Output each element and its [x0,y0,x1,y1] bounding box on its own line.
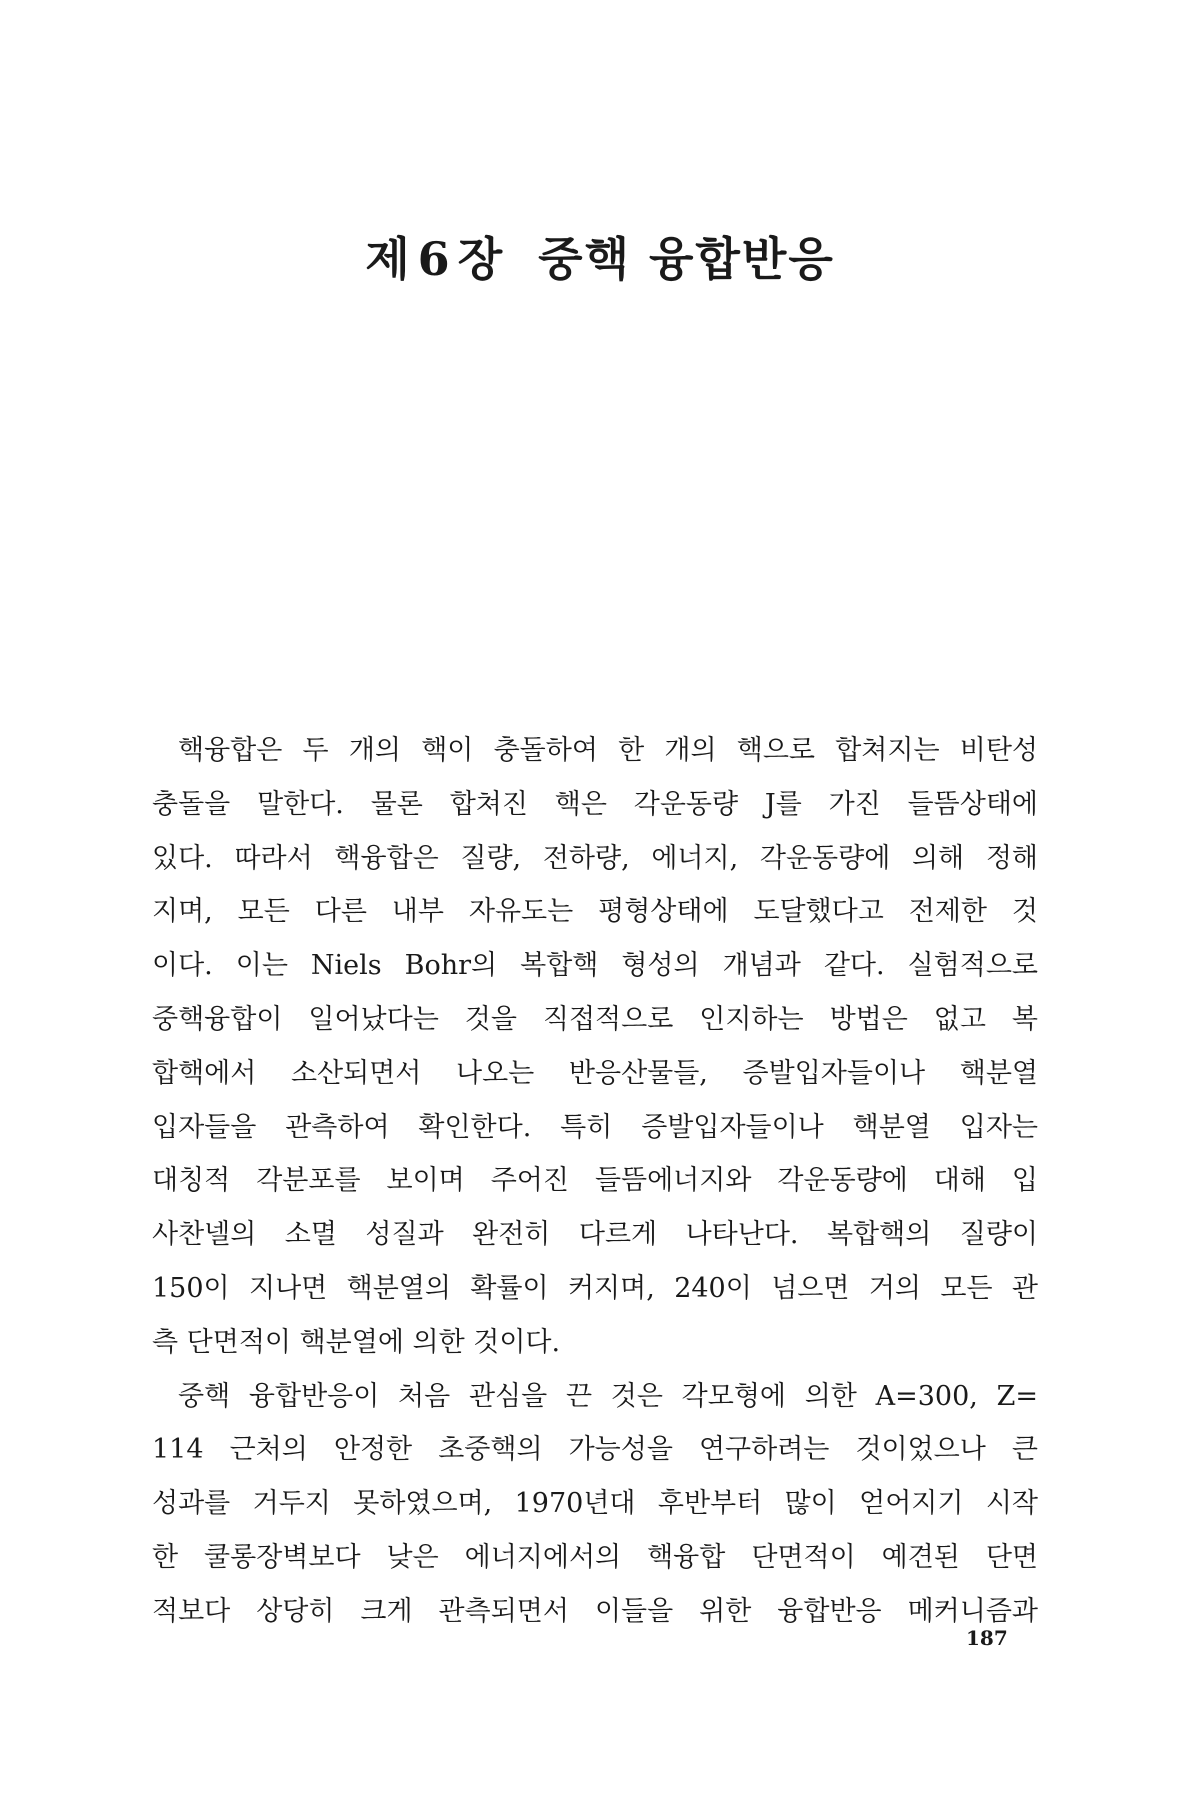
text-line: 충돌을 말한다. 물론 합쳐진 핵은 각운동량 J를 가진 들뜸상태에 [152,788,1038,820]
chapter-title [0,223,1200,289]
text-line: 성과를 거두지 못하였으며, 1970년대 후반부터 많이 얻어지기 시작 [152,1488,1038,1520]
text-line: 한 쿨롱장벽보다 낮은 에너지에서의 핵융합 단면적이 예견된 단면 [152,1541,1038,1573]
text-line: 입자들을 관측하여 확인한다. 특히 증발입자들이나 핵분열 입자는 [152,1111,1038,1143]
text-line: 114 근처의 안정한 초중핵의 가능성을 연구하려는 것이었으나 큰 [152,1434,1038,1466]
text-line: 있다. 따라서 핵융합은 질량, 전하량, 에너지, 각운동량에 의해 정해 [152,842,1038,874]
text-line: 대칭적 각분포를 보이며 주어진 들뜸에너지와 각운동량에 대해 입 [152,1165,1038,1197]
chapter-number: 6 [417,231,452,286]
paragraph-2 [152,1370,1038,1639]
text-line: 중핵 융합반응이 처음 관심을 끈 것은 각모형에 의한 A=300, Z= [178,1380,1038,1412]
text-line: 이다. 이는 Niels Bohr의 복합핵 형성의 개념과 같다. 실험적으로 [152,950,1038,982]
text-line: 150이 지나면 핵분열의 확률이 커지며, 240이 넘으면 거의 모든 관 [152,1272,1038,1304]
text-line: 중핵융합이 일어났다는 것을 직접적으로 인지하는 방법은 없고 복 [152,1003,1038,1035]
text-line: 지며, 모든 다른 내부 자유도는 평형상태에 도달했다고 전제한 것 [152,896,1038,928]
text-line: 측 단면적이 핵분열에 의한 것이다. [152,1326,561,1358]
chapter-heading: 중핵 융합반응 [538,231,835,286]
text-line: 사찬넬의 소멸 성질과 완전히 다르게 나타난다. 복합핵의 질량이 [152,1219,1038,1251]
chapter-prefix: 제 [365,231,412,286]
page-number: 187 [966,1626,1008,1650]
paragraph-1 [152,724,1038,1370]
text-line: 합핵에서 소산되면서 나오는 반응산물들, 증발입자들이나 핵분열 [152,1057,1038,1089]
chapter-suffix: 장 [457,231,505,286]
text-line: 적보다 상당히 크게 관측되면서 이들을 위한 융합반응 메커니즘과 [152,1595,1038,1627]
body-text [152,724,1038,1639]
text-line: 핵융합은 두 개의 핵이 충돌하여 한 개의 핵으로 합쳐지는 비탄성 [178,735,1038,766]
